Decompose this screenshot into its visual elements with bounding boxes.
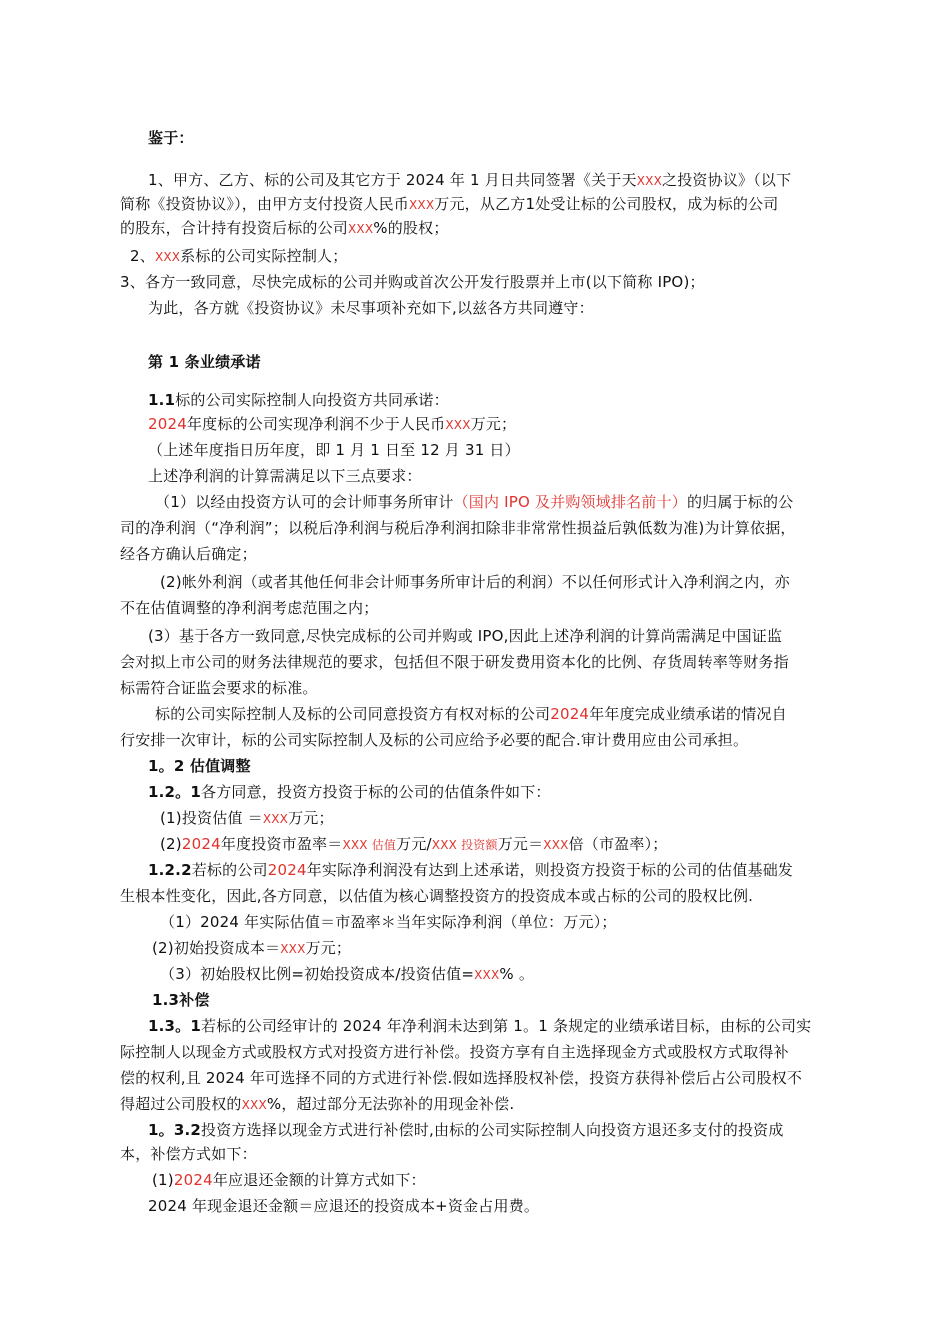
recital-1-line-3: 的股东，合计持有投资后标的公司XXX%的股权； (120, 219, 449, 237)
section-1-3-2-line-2: 本，补偿方式如下： (120, 1145, 257, 1163)
recital-conclusion: 为此，各方就《投资协议》未尽事项补充如下,以兹各方共同遵守： (148, 299, 594, 317)
section-1-3-heading: 1.3补偿 (152, 991, 210, 1009)
recital-1-line-2: 简称《投资协议》），由甲方支付投资人民币XXX万元，从乙方1处受让标的公司股权，成为标的公司 (120, 195, 779, 213)
requirement-2-line-1: (2)帐外利润（或者其他任何非会计师事务所审计后的利润）不以任何形式计入净利润之内，亦 (160, 573, 790, 591)
recital-3: 3、各方一致同意，尽快完成标的公司并购或首次公开发行股票并上市(以下简称 IPO)； (120, 273, 705, 291)
section-1-3-1-line-2: 际控制人以现金方式或股权方式对投资方进行补偿。投资方享有自主选择现金方式或股权方式取得补 (120, 1043, 789, 1061)
section-1-2-1-item-1: (1)投资估值 ＝XXX万元； (160, 809, 334, 827)
section-1-2-2-item-1: （1）2024 年实际估值＝市盈率＊当年实际净利润（单位：万元）； (160, 913, 617, 931)
section-1-3-1-line-3: 偿的权利,且 2024 年可选择不同的方式进行补偿.假如选择股权补偿，投资方获得补偿后占公司股权不 (120, 1069, 803, 1087)
section-1-2-1-item-2: (2)2024年度投资市盈率＝XXX 估值万元/XXX 投资额万元＝XXX倍（市盈率）； (160, 835, 668, 853)
requirement-3-line-2: 会对拟上市公司的财务法律规范的要求，包括但不限于研发费用资本化的比例、存货周转率等财务指 (120, 653, 789, 671)
requirement-2-line-2: 不在估值调整的净利润考虑范围之内； (120, 599, 379, 617)
section-1-1-requirements-intro: 上述净利润的计算需满足以下三点要求： (148, 467, 422, 485)
section-1-2-2-item-2: (2)初始投资成本＝XXX万元； (152, 939, 352, 957)
requirement-1-line-1: （1）以经由投资方认可的会计师事务所审计（国内 IPO 及并购领域排名前十）的归属于标的公 (155, 493, 794, 511)
section-1-2-1: 1.2。1各方同意，投资方投资于标的公司的估值条件如下： (148, 783, 551, 801)
section-1-1-commitment: 2024年度标的公司实现净利润不少于人民币XXX万元； (148, 415, 517, 433)
section-1-2-2-line-1: 1.2.2若标的公司2024年实际净利润没有达到上述承诺，则投资方投资于标的公司的估值基础发 (148, 861, 794, 879)
section-1-3-1-line-4: 得超过公司股权的XXX%，超过部分无法弥补的用现金补偿. (120, 1095, 515, 1113)
section-1-3-2-item-2: 2024 年现金退还金额＝应退还的投资成本+资金占用费。 (148, 1197, 540, 1215)
section-1-2-2-item-3: （3）初始股权比例=初始投资成本/投资估值=XXX% 。 (160, 965, 535, 983)
section-1-3-1-line-1: 1.3。1若标的公司经审计的 2024 年净利润未达到第 1。1 条规定的业绩承诺目标，由标的公司实 (148, 1017, 812, 1035)
recital-2: 2、XXX系标的公司实际控制人； (130, 247, 348, 265)
requirement-3-line-3: 标需符合证监会要求的标准。 (120, 679, 318, 697)
section-1-1-year-note: （上述年度指日历年度，即 1 月 1 日至 12 月 31 日） (148, 441, 520, 459)
requirement-1-line-3: 经各方确认后确定； (120, 545, 257, 563)
section-1-3-2-line-1: 1。3.2投资方选择以现金方式进行补偿时,由标的公司实际控制人向投资方退还多支付的投资成 (148, 1121, 784, 1139)
section-1-2-2-line-2: 生根本性变化，因此,各方同意，以估值为核心调整投资方的投资成本或占标的公司的股权比例. (120, 887, 754, 905)
whereas-heading: 鉴于： (148, 129, 194, 147)
section-1-3-2-item-1: (1)2024年应退还金额的计算方式如下： (152, 1171, 426, 1189)
section-1-1: 1.1标的公司实际控制人向投资方共同承诺： (148, 391, 449, 409)
recital-1-line-1: 1、甲方、乙方、标的公司及其它方于 2024 年 1 月日共同签署《关于天XXX之投资协议》（以下 (148, 171, 792, 189)
audit-paragraph-line-1: 标的公司实际控制人及标的公司同意投资方有权对标的公司2024年年度完成业绩承诺的情况自 (155, 705, 787, 723)
requirement-1-line-2: 司的净利润（“净利润”；以税后净利润与税后净利润扣除非非常常性损益后孰低数为准)为计算依据， (120, 519, 796, 537)
article-1-heading: 第 1 条业绩承诺 (148, 353, 261, 371)
section-1-2-heading: 1。2 估值调整 (148, 757, 251, 775)
audit-paragraph-line-2: 行安排一次审计，标的公司实际控制人及标的公司应给予必要的配合.审计费用应由公司承担。 (120, 731, 749, 749)
requirement-3-line-1: (3）基于各方一致同意,尽快完成标的公司并购或 IPO,因此上述净利润的计算尚需满足中国证监 (148, 627, 783, 645)
